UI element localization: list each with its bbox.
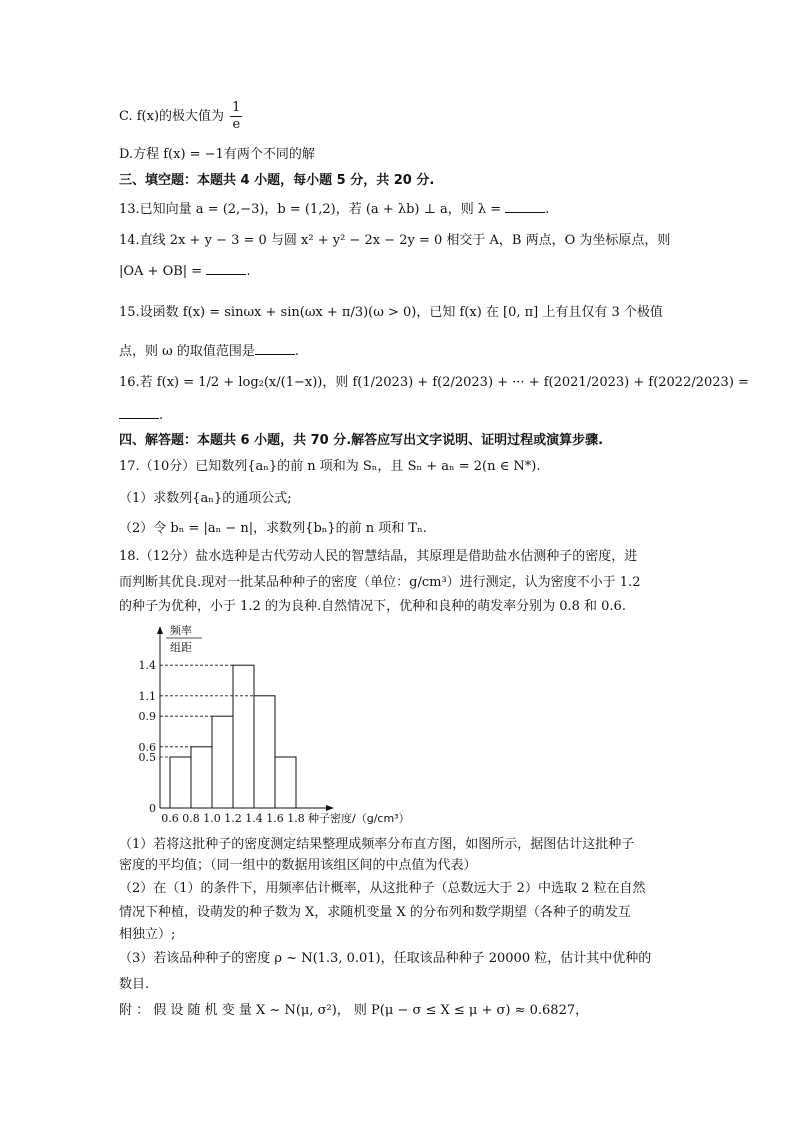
question-17-part-1: （1）求数列{aₙ}的通项公式; xyxy=(119,491,292,506)
y-axis-arrow xyxy=(157,626,163,634)
question-18-line-1: 18.（12分）盐水选种是古代劳动人民的智慧结晶，其原理是借助盐水估测种子的密度，进 xyxy=(119,549,638,564)
x-tick-label: 1.2 xyxy=(224,812,242,825)
y-tick-label: 1.4 xyxy=(138,659,156,673)
question-18-part-1-line-1: （1）若将这批种子的密度测定结果整理成频率分布直方图，如图所示，据图估计这批种子 xyxy=(119,837,635,852)
fraction-denominator: e xyxy=(232,117,241,132)
option-c xyxy=(119,100,244,133)
question-15-line-2: 点，则 ω 的取值范围是 . xyxy=(119,344,300,359)
question-18-line-2: 而判断其优良.现对一批某品种种子的密度（单位：g/cm³）进行测定，认为密度不小于 1.2 xyxy=(119,575,641,590)
section-4-heading: 四、解答题：本题共 6 小题，共 70 分.解答应写出文字说明、证明过程或演算步骤. xyxy=(119,433,604,448)
question-18-line-3: 的种子为优种，小于 1.2 的为良种.自然情况下，优种和良种的萌发率分别为 0.8 和 0.6. xyxy=(119,599,626,614)
y-tick-label: 0.9 xyxy=(138,710,156,724)
x-axis-arrow xyxy=(326,805,334,811)
histogram-bar xyxy=(212,716,233,808)
x-tick-label: 0.8 xyxy=(182,812,200,825)
histogram-bars xyxy=(170,665,296,808)
y-axis-label-denominator: 组距 xyxy=(170,641,192,654)
answer-blank xyxy=(505,200,545,213)
histogram-bar xyxy=(233,665,254,808)
x-tick-label: 1.0 xyxy=(203,812,221,825)
question-18-part-2-line-2: 情况下种植，设萌发的种子数为 X，求随机变量 X 的分布列和数学期望（各种子的萌发互 xyxy=(119,905,631,920)
option-c-fraction xyxy=(230,100,242,133)
answer-blank xyxy=(255,342,295,355)
question-18-part-3-line-2: 数目. xyxy=(119,977,150,992)
histogram-bar xyxy=(170,757,191,808)
y-tick-label: 1.1 xyxy=(138,689,156,703)
question-18-part-3-line-1: （3）若该品种种子的密度 ρ ~ N(1.3, 0.01)，任取该品种种子 20000 粒，估计其中优种的 xyxy=(119,951,652,966)
question-14-line-1: 14.直线 2x + y − 3 = 0 与圆 x² + y² − 2x − 2y = 0 相交于 A，B 两点，O 为坐标原点，则 xyxy=(119,233,671,248)
option-d: D.方程 f(x) = −1有两个不同的解 xyxy=(119,147,315,162)
section-3-heading: 三、填空题：本题共 4 小题，每小题 5 分，共 20 分. xyxy=(119,173,435,188)
y-tick-label: 0.5 xyxy=(138,751,156,764)
x-tick-label: 1.6 xyxy=(266,812,284,825)
question-14-line-2: |OA + OB| = . xyxy=(119,264,251,279)
answer-blank xyxy=(119,406,159,419)
x-axis-label: 种子密度/（g/cm³） xyxy=(308,812,410,825)
fraction-numerator: 1 xyxy=(232,100,241,115)
question-13-text: 13.已知向量 a = (2,−3)，b = (1,2)，若 (a + λb) ⊥ a，则 λ = xyxy=(119,202,506,217)
question-14-text: |OA + OB| = xyxy=(119,264,207,279)
question-18-part-2-line-3: 相独立）; xyxy=(119,927,176,942)
question-17-part-2: （2）令 bₙ = |aₙ − n|，求数列{bₙ}的前 n 项和 Tₙ. xyxy=(119,521,427,536)
question-13: 13.已知向量 a = (2,−3)，b = (1,2)，若 (a + λb) ⊥ a，则 λ = . xyxy=(119,202,550,217)
x-tick-label: 1.4 xyxy=(245,812,263,825)
x-tick-label: 1.8 xyxy=(287,812,305,825)
question-16-blank-line: . xyxy=(119,406,163,425)
question-15-line-1: 15.设函数 f(x) = sinωx + sin(ωx + π/3)(ω > 0)，已知 f(x) 在 [0, π] 上有且仅有 3 个极值 xyxy=(119,305,663,320)
y-axis-label-numerator: 频率 xyxy=(170,624,192,637)
frequency-histogram xyxy=(122,620,422,830)
question-16: 16.若 f(x) = 1/2 + log₂(x/(1−x))，则 f(1/2023) + f(2/2023) + ··· + f(2021/2023) + f(2022/2023) = xyxy=(119,375,749,390)
histogram-labels xyxy=(139,623,410,825)
question-15-text: 点，则 ω 的取值范围是 xyxy=(119,344,255,359)
question-18-part-1-line-2: 密度的平均值；（同一组中的数据用该组区间的中点值为代表） xyxy=(119,858,477,873)
answer-blank xyxy=(206,262,246,275)
histogram-bar xyxy=(191,747,212,808)
x-tick-label: 0.6 xyxy=(161,812,179,825)
question-17: 17.（10分）已知数列{aₙ}的前 n 项和为 Sₙ，且 Sₙ + aₙ = 2(n ∈ N*). xyxy=(119,459,541,474)
origin-label: 0 xyxy=(149,802,156,815)
option-c-text: C. f(x)的极大值为 xyxy=(119,109,229,124)
appendix: 附 ： 假 设 随 机 变 量 X ~ N(μ, σ²)， 则 P(μ − σ ≤ X ≤ μ + σ) ≈ 0.6827， xyxy=(119,1003,589,1018)
y-tick-label: 0.6 xyxy=(138,740,156,754)
question-18-part-2-line-1: （2）在（1）的条件下，用频率估计概率，从这批种子（总数远大于 2）中选取 2 粒在自然 xyxy=(119,881,646,896)
histogram-bar xyxy=(254,696,275,808)
histogram-bar xyxy=(275,757,296,808)
